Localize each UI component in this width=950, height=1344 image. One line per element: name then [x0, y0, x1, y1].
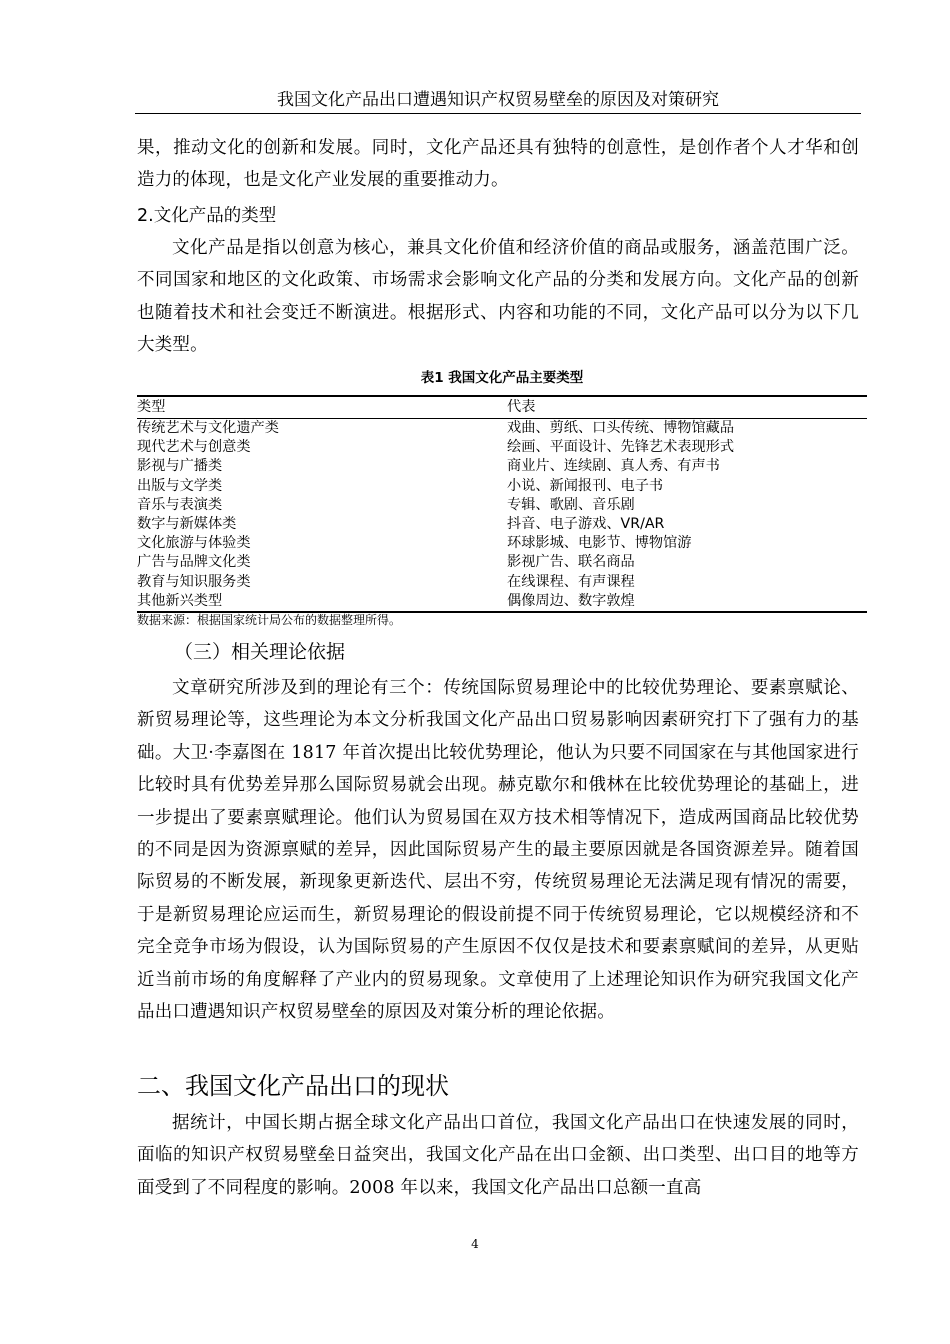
table-caption: 表1 我国文化产品主要类型: [420, 370, 584, 386]
table-row: [137, 457, 867, 476]
paragraph-continued: 果，推动文化的创新和发展。同时，文化产品还具有独特的创意性，是创作者个人才华和创造力的体现，也是文化产业发展的重要推动力。: [137, 138, 859, 191]
cell-type: 影视与广播类: [137, 458, 223, 475]
table-row: [137, 515, 867, 534]
cell-type: 出版与文学类: [137, 477, 223, 494]
cell-type: 数字与新媒体类: [137, 516, 237, 533]
table-row: [137, 477, 867, 496]
table-row: [137, 438, 867, 457]
cell-examples: 影视广告、联名商品: [507, 554, 635, 571]
table-header-row: [137, 396, 867, 419]
page-number: 4: [471, 1237, 479, 1251]
chapter-heading-export-status: 二、我国文化产品出口的现状: [137, 1072, 449, 1100]
header-type: 类型: [137, 396, 507, 419]
cell-examples: 专辑、歌剧、音乐剧: [507, 496, 635, 513]
cultural-product-types-table: [137, 395, 867, 613]
table-source-note: 数据来源：根据国家统计局公布的数据整理所得。: [137, 613, 402, 627]
table-row: [137, 573, 867, 592]
cell-type: 现代艺术与创意类: [137, 439, 251, 456]
cell-examples: 绘画、平面设计、先锋艺术表现形式: [507, 439, 735, 456]
cell-examples: 环球影城、电影节、博物馆游: [507, 535, 692, 552]
table-row: [137, 496, 867, 515]
cell-examples: 在线课程、有声课程: [507, 573, 635, 590]
cell-type: 文化旅游与体验类: [137, 535, 251, 552]
cell-type: 教育与知识服务类: [137, 573, 251, 590]
paragraph-export-status: 据统计，中国长期占据全球文化产品出口首位，我国文化产品出口在快速发展的同时，面临的知识产权贸易壁垒日益突出，我国文化产品在出口金额、出口类型、出口目的地等方面受到了不同程度的影响。2008 年以来，我国文化产品出口总额一直高: [137, 1113, 859, 1198]
cell-type: 其他新兴类型: [137, 592, 507, 612]
cell-examples: 戏曲、剪纸、口头传统、博物馆藏品: [507, 420, 735, 436]
paragraph-theory: 文章研究所涉及到的理论有三个：传统国际贸易理论中的比较优势理论、要素禀赋论、新贸易理论等，这些理论为本文分析我国文化产品出口贸易影响因素研究打下了强有力的基础。大卫·李嘉图在 1817 年首次提出比较优势理论，他认为只要不同国家在与其他国家进行比较时具有优势差异那么国际贸易就会出现。赫克歇尔和俄林在比较优势理论的基础上，进一步提出了要素禀赋理论。他们认为贸易国在双方技术相等情况下，造成两国商品比较优势的不同是因为资源禀赋的差异，因此国际贸易产生的最主要原因就是各国资源差异。随着国际贸易的不断发展，新现象更新迭代、层出不穷，传统贸易理论无法满足现有情况的需要，于是新贸易理论应运而生，新贸易理论的假设前提不同于传统贸易理论，它以规模经济和不完全竞争市场为假设，认为国际贸易的产生原因不仅仅是技术和要素禀赋间的差异，从更贴近当前市场的角度解释了产业内的贸易现象。文章使用了上述理论知识作为研究我国文化产品出口遭遇知识产权贸易壁垒的原因及对策分析的理论依据。: [137, 678, 859, 1023]
cell-type: 传统艺术与文化遗产类: [137, 420, 279, 436]
table-row: [137, 419, 867, 439]
table-row: [137, 553, 867, 572]
subheading-cultural-product-types: 2.文化产品的类型: [137, 206, 277, 226]
table-row: [137, 534, 867, 553]
section-heading-theory: （三）相关理论依据: [174, 641, 346, 663]
header-rule: [135, 113, 861, 114]
cell-examples: 小说、新闻报刊、电子书: [507, 477, 664, 494]
cell-examples: 偶像周边、数字敦煌: [507, 592, 867, 612]
cell-type: 音乐与表演类: [137, 496, 223, 513]
cell-examples: 抖音、电子游戏、VR/AR: [507, 516, 665, 533]
cell-type: 广告与品牌文化类: [137, 554, 251, 571]
running-header: 我国文化产品出口遭遇知识产权贸易壁垒的原因及对策研究: [277, 90, 719, 110]
paragraph-types-intro: 文化产品是指以创意为核心，兼具文化价值和经济价值的商品或服务，涵盖范围广泛。不同国家和地区的文化政策、市场需求会影响文化产品的分类和发展方向。文化产品的创新也随着技术和社会变迁不断演进。根据形式、内容和功能的不同，文化产品可以分为以下几大类型。: [137, 238, 859, 356]
cell-examples: 商业片、连续剧、真人秀、有声书: [507, 458, 720, 475]
table-row: [137, 592, 867, 612]
header-examples: 代表: [507, 396, 867, 419]
